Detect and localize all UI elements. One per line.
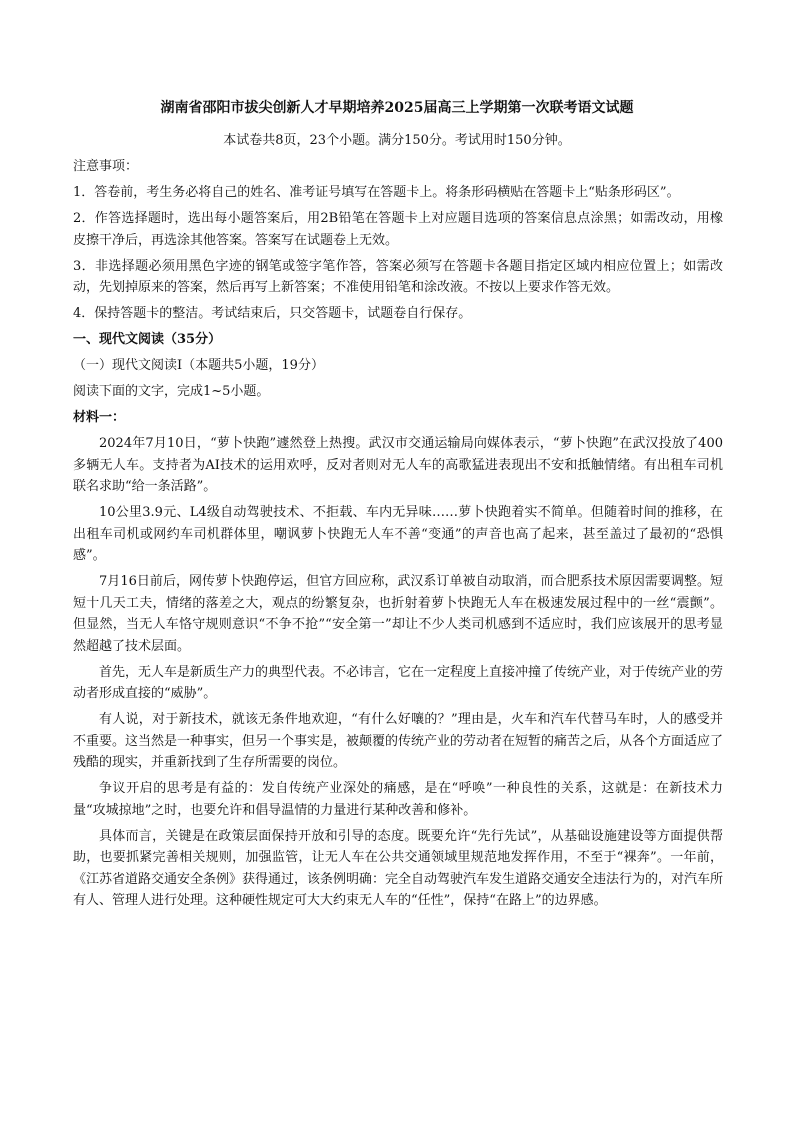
notice-item: 4．保持答题卡的整洁。考试结束后，只交答题卡，试题卷自行保存。 — [73, 306, 472, 321]
article-paragraph: 具体而言，关键是在政策层面保持开放和引导的态度。既要允许“先行先试”，从基础设施建设等方面提供帮助，也要抓紧完善相关规则，加强监管，让无人车在公共交通领域里规范地发挥作用，不至于“裸奔”。一年前，《江苏省道路交通安全条例》获得通过，该条例明确：完全自动驾驶汽车发生道路交通安全违法行为的，对汽车所有人、管理人进行处理。这种硬性规定可大大约束无人车的“任性”，保持“在路上”的边界感。 — [73, 828, 724, 908]
exam-content — [73, 156, 723, 916]
exam-title: 湖南省邵阳市拔尖创新人才早期培养2025届高三上学期第一次联考语文试题 — [160, 100, 634, 116]
article-paragraph: 2024年7月10日，“萝卜快跑”遽然登上热搜。武汉市交通运输局向媒体表示，“萝卜快跑”在武汉投放了400多辆无人车。支持者为AI技术的运用欢呼，反对者则对无人车的高歌猛进表现出不安和抵触情绪。有出租车司机联名求助“给一条活路”。 — [73, 436, 723, 494]
article-paragraph: 10公里3.9元、L4级自动驾驶技术、不拒载、车内无异味……萝卜快跑着实不简单。但随着时间的推移，在出租车司机或网约车司机群体里，嘲讽萝卜快跑无人车不善“变通”的声音也高了起来，甚至盖过了最初的“恐惧感”。 — [73, 505, 723, 563]
subsection-heading: （一）现代文阅读Ⅰ（本题共5小题，19分） — [73, 358, 324, 373]
reading-instruction: 阅读下面的文字，完成1~5小题。 — [73, 384, 270, 399]
article-paragraph: 有人说，对于新技术，就该无条件地欢迎，“有什么好嚷的？”理由是，火车和汽车代替马车时，人的感受并不重要。这当然是一种事实，但另一个事实是，被颠覆的传统产业的劳动者在短暂的痛苦之后，从各个方面适应了残酷的现实，并重新找到了生存所需要的岗位。 — [73, 712, 724, 770]
material-label: 材料一： — [73, 410, 126, 425]
exam-subtitle: 本试卷共8页，23个小题。满分150分。考试用时150分钟。 — [223, 133, 571, 148]
section-heading: 一、现代文阅读（35分） — [73, 332, 222, 347]
article-paragraph: 争议开启的思考是有益的：发自传统产业深处的痛感，是在“呼唤”一种良性的关系，这就是：在新技术力量“攻城掠地”之时，也要允许和倡导温情的力量进行某种改善和修补。 — [73, 781, 723, 818]
notice-heading: 注意事项： — [73, 159, 139, 174]
notice-item: 2．作答选择题时，选出每小题答案后，用2B铅笔在答题卡上对应题目选项的答案信息点涂黑；如需改动，用橡皮擦干净后，再选涂其他答案。答案写在试题卷上无效。 — [73, 211, 723, 248]
article-paragraph: 7月16日前后，网传萝卜快跑停运，但官方回应称，武汉系订单被自动取消，而合肥系技术原因需要调整。短短十几天工夫，情绪的落差之大，观点的纷繁复杂，也折射着萝卜快跑无人车在极速发展过程中的一丝“震颤”。但显然，当无人车恪守规则意识“不争不抢”“安全第一”却让不少人类司机感到不适应时，我们应该展开的思考显然超越了技术层面。 — [73, 574, 723, 654]
notice-item: 3．非选择题必须用黑色字迹的钢笔或签字笔作答，答案必须写在答题卡各题目指定区域内相应位置上；如需改动，先划掉原来的答案，然后再写上新答案；不准使用铅笔和涂改液。不按以上要求作答无效。 — [73, 258, 723, 295]
article-paragraph: 首先，无人车是新质生产力的典型代表。不必讳言，它在一定程度上直接冲撞了传统产业，对于传统产业的劳动者形成直接的“威胁”。 — [73, 664, 724, 701]
notice-item: 1．答卷前，考生务必将自己的姓名、准考证号填写在答题卡上。将条形码横贴在答题卡上“贴条形码区”。 — [73, 185, 680, 200]
